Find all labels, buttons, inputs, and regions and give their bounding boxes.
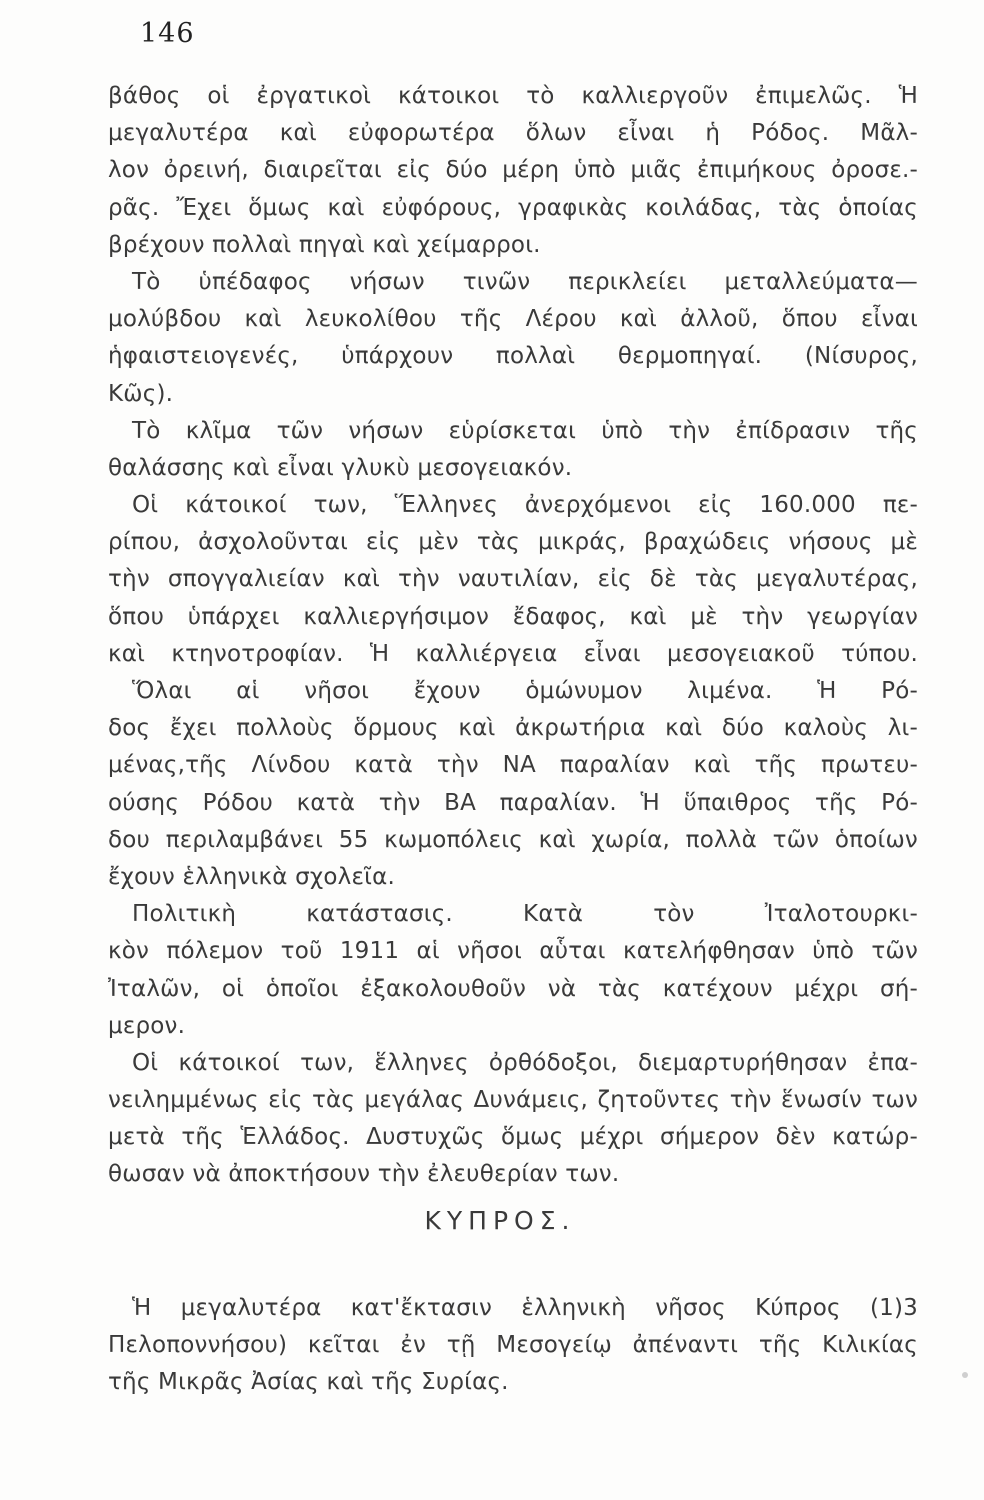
text-line: Πολιτικὴ κατάστασις. Κατὰ τὸν Ἰταλοτουρκι-: [132, 901, 918, 928]
text-line: καὶ κτηνοτροφίαν. Ἡ καλλιέργεια εἶναι μεσογειακοῦ τύπου.: [108, 640, 918, 667]
text-line: ἔχουν ἑλληνικὰ σχολεῖα.: [108, 863, 395, 890]
text-line: μένας,τῆς Λίνδου κατὰ τὴν ΝΑ παραλίαν καὶ τῆς πρωτευ-: [108, 752, 918, 779]
text-line: θωσαν νὰ ἀποκτήσουν τὴν ἐλευθερίαν των.: [108, 1161, 620, 1188]
text-line: δος ἔχει πολλοὺς ὅρμους καὶ ἀκρωτήρια καὶ δύο καλοὺς λι-: [108, 715, 918, 742]
text-line: ρίπου, ἀσχολοῦνται εἰς μὲν τὰς μικράς, βραχώδεις νήσους μὲ: [108, 529, 918, 556]
text-line: βρέχουν πολλαὶ πηγαὶ καὶ χείμαρροι.: [108, 231, 541, 258]
page-number: 146: [140, 18, 195, 49]
text-line: βάθος οἱ ἐργατικοὶ κάτοικοι τὸ καλλιεργοῦν ἐπιμελῶς. Ἡ: [108, 83, 918, 109]
text-line: Ἡ μεγαλυτέρα κατ'ἔκτασιν ἑλληνικὴ νῆσος Κύπρος (1)3: [132, 1295, 918, 1321]
text-line: Οἱ κάτοικοί των, Ἕλληνες ἀνερχόμενοι εἰς 160.000 πε-: [132, 492, 918, 519]
text-line: τῆς Μικρᾶς Ἀσίας καὶ τῆς Συρίας.: [108, 1369, 509, 1396]
text-line: μεγαλυτέρα καὶ εὐφορωτέρα ὅλων εἶναι ἡ Ρόδος. Μᾶλ-: [108, 120, 918, 147]
section-heading: ΚΥΠΡΟΣ.: [424, 1206, 576, 1235]
text-line: Ἰταλῶν, οἱ ὁποῖοι ἐξακολουθοῦν νὰ τὰς κατέχουν μέχρι σή-: [108, 975, 918, 1002]
text-line: Πελοποννήσου) κεῖται ἐν τῇ Μεσογείῳ ἀπέναντι τῆς Κιλικίας: [108, 1332, 918, 1359]
text-line: Κῶς).: [108, 380, 174, 407]
text-line: Οἱ κάτοικοί των, ἕλληνες ὀρθόδοξοι, διεμαρτυρήθησαν ἐπα-: [132, 1049, 918, 1076]
paper-speck: [962, 1372, 968, 1378]
text-line: ούσης Ρόδου κατὰ τὴν ΒΑ παραλίαν. Ἡ ὕπαιθρος τῆς Ρό-: [108, 789, 918, 816]
text-line: ἡφαιστειογενές, ὑπάρχουν πολλαὶ θερμοπηγαί. (Νίσυρος,: [108, 343, 918, 370]
cyprus-text-block: [108, 1290, 918, 1402]
text-line: ρᾶς. Ἔχει ὅμως καὶ εὐφόρους, γραφικὰς κοιλάδας, τὰς ὁποίας: [108, 194, 918, 221]
text-line: θαλάσσης καὶ εἶναι γλυκὺ μεσογειακόν.: [108, 454, 573, 481]
text-line: Τὸ κλῖμα τῶν νήσων εὑρίσκεται ὑπὸ τὴν ἐπίδρασιν τῆς: [132, 417, 918, 444]
text-line: τὴν σπογγαλιείαν καὶ τὴν ναυτιλίαν, εἰς δὲ τὰς μεγαλυτέρας,: [108, 566, 918, 593]
text-line: ὅπου ὑπάρχει καλλιεργήσιμον ἔδαφος, καὶ μὲ τὴν γεωργίαν: [108, 603, 918, 630]
text-line: λον ὀρεινή, διαιρεῖται εἰς δύο μέρη ὑπὸ μιᾶς ἐπιμήκους ὀροσε.-: [108, 157, 918, 184]
text-line: μερον.: [108, 1012, 186, 1039]
main-text-block: [108, 78, 918, 1194]
text-line: νειλημμένως εἰς τὰς μεγάλας Δυνάμεις, ζητοῦντες τὴν ἕνωσίν των: [108, 1087, 918, 1114]
text-line: Τὸ ὑπέδαφος νήσων τινῶν περικλείει μεταλλεύματα—: [132, 268, 918, 295]
text-line: μολύβδου καὶ λευκολίθου τῆς Λέρου καὶ ἀλλοῦ, ὅπου εἶναι: [108, 306, 918, 333]
text-line: μετὰ τῆς Ἑλλάδος. Δυστυχῶς ὅμως μέχρι σήμερον δὲν κατώρ-: [108, 1124, 918, 1151]
text-line: δου περιλαμβάνει 55 κωμοπόλεις καὶ χωρία, πολλὰ τῶν ὁποίων: [108, 826, 918, 853]
text-line: κὸν πόλεμον τοῦ 1911 αἱ νῆσοι αὗται κατελήφθησαν ὑπὸ τῶν: [108, 938, 918, 965]
text-line: Ὅλαι αἱ νῆσοι ἔχουν ὁμώνυμον λιμένα. Ἡ Ρό-: [132, 678, 918, 704]
